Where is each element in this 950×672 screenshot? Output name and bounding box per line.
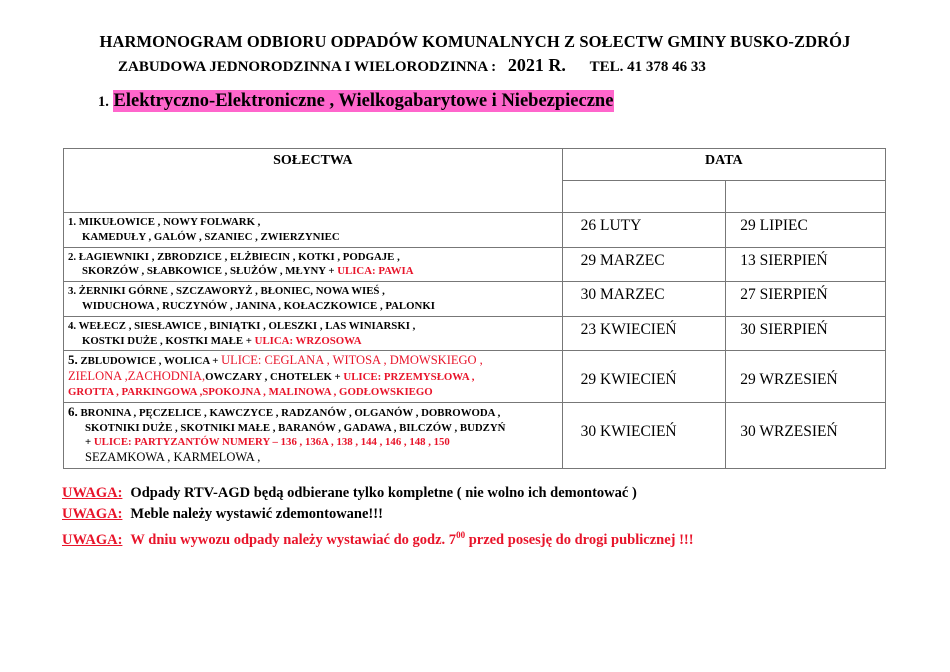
villages-cell: [64, 247, 563, 282]
section-title: Elektryczno-Elektroniczne , Wielkogabarytowe i Niebezpieczne: [113, 91, 614, 111]
empty-date-header-1: [562, 181, 726, 213]
schedule-table: [63, 148, 886, 469]
villages-line: 3. ŻERNIKI GÓRNE , SZCZAWORYŻ , BŁONIEC, NOWA WIEŚ ,: [68, 285, 385, 298]
note-text: przed posesję do drogi publicznej !!!: [465, 531, 694, 548]
table-row: [64, 213, 886, 248]
streets-red: ULICA: PAWIA: [337, 265, 414, 278]
streets-red: ULICA: WRZOSOWA: [254, 334, 362, 347]
villages-line: WIDUCHOWA , RUCZYNÓW , JANINA , KOŁACZKOWICE , PALONKI: [82, 299, 435, 312]
date-second: 30 WRZESIEŃ: [726, 402, 886, 468]
note-text: Odpady RTV-AGD będą odbierane tylko kompletne ( nie wolno ich demontować ): [130, 485, 637, 501]
date-second: 27 SIERPIEŃ: [726, 282, 886, 317]
date-second: 29 LIPIEC: [726, 213, 886, 248]
streets-red: GROTTA , PARKINGOWA ,SPOKOJNA , MALINOWA , GODŁOWSKIEGO: [68, 385, 433, 398]
building-type-label: ZABUDOWA JEDNORODZINNA I WIELORODZINNA :: [118, 59, 497, 75]
villages-line: ZBLUDOWICE , WOLICA +: [80, 355, 219, 368]
villages-line: 2. ŁAGIEWNIKI , ZBRODZICE , ELŻBIECIN , KOTKI , PODGAJE ,: [68, 250, 400, 263]
date-first: 30 MARZEC: [562, 282, 726, 317]
note-2: [62, 504, 694, 525]
note-text: W dniu wywozu odpady należy wystawiać do godz. 7: [130, 531, 457, 548]
table-row: [64, 402, 886, 468]
date-first: 23 KWIECIEŃ: [562, 316, 726, 351]
villages-line: BRONINA , PĘCZELICE , KAWCZYCE , RADZANÓW , OLGANÓW , DOBROWODA ,: [80, 406, 501, 419]
phone-number: TEL. 41 378 46 33: [589, 59, 706, 75]
villages-cell: [64, 213, 563, 248]
villages-line: SKOTNIKI DUŻE , SKOTNIKI MAŁE , BARANÓW , GADAWA , BILCZÓW , BUDZYŃ: [85, 421, 506, 434]
table-row: [64, 282, 886, 317]
date-second: 13 SIERPIEŃ: [726, 247, 886, 282]
villages-line: 1. MIKUŁOWICE , NOWY FOLWARK ,: [68, 216, 261, 228]
notes: [62, 483, 694, 551]
villages-cell: [64, 316, 563, 351]
villages-line: KAMEDUŁY , GALÓW , SZANIEC , ZWIERZYNIEC: [82, 230, 340, 243]
note-label: UWAGA:: [62, 506, 123, 522]
header-solectwa: SOŁECTWA: [64, 149, 563, 213]
table-row: [64, 316, 886, 351]
villages-cell: [64, 282, 563, 317]
plus-sign: +: [85, 436, 92, 449]
document-subtitle: [118, 55, 706, 76]
streets-red: ULICE: PARTYZANTÓW NUMERY – 136 , 136A , 138 , 144 , 146 , 148 , 150: [93, 436, 450, 449]
streets-red: ULICE: PRZEMYSŁOWA ,: [343, 371, 475, 384]
note-3: [62, 525, 694, 551]
date-second: 29 WRZESIEŃ: [726, 351, 886, 402]
note-1: [62, 483, 694, 504]
section-heading: [98, 91, 614, 112]
date-first: 29 KWIECIEŃ: [562, 351, 726, 402]
note-superscript: 00: [456, 530, 466, 540]
year: 2021 R.: [507, 55, 566, 75]
document-title: HARMONOGRAM ODBIORU ODPADÓW KOMUNALNYCH Z SOŁECTW GMINY BUSKO-ZDRÓJ: [99, 32, 851, 51]
date-first: 29 MARZEC: [562, 247, 726, 282]
row-number: 5.: [68, 352, 78, 368]
villages-line: 4. WEŁECZ , SIESŁAWICE , BINIĄTKI , OLESZKI , LAS WINIARSKI ,: [68, 319, 416, 332]
villages-line: OWCZARY , CHOTELEK +: [205, 371, 341, 384]
row-number: 6.: [68, 403, 78, 419]
section-number: 1.: [98, 94, 109, 110]
streets-red: ZIELONA ,ZACHODNIA,: [68, 369, 206, 384]
note-label: UWAGA:: [62, 485, 123, 501]
date-second: 30 SIERPIEŃ: [726, 316, 886, 351]
date-first: 26 LUTY: [562, 213, 726, 248]
table-row: [64, 351, 886, 402]
streets-line: SEZAMKOWA , KARMELOWA ,: [85, 450, 261, 465]
note-text: Meble należy wystawić zdemontowane!!!: [130, 506, 383, 522]
streets-red: ULICE: CEGLANA , WITOSA , DMOWSKIEGO ,: [221, 353, 483, 368]
note-label: UWAGA:: [62, 531, 123, 548]
villages-line: KOSTKI DUŻE , KOSTKI MAŁE +: [82, 334, 252, 347]
villages-line: SKORZÓW , SŁABKOWICE , SŁUŻÓW , MŁYNY +: [82, 265, 335, 278]
villages-cell: [64, 402, 563, 468]
header-data: DATA: [562, 149, 885, 181]
table-row: [64, 247, 886, 282]
villages-cell: [64, 351, 563, 402]
date-first: 30 KWIECIEŃ: [562, 402, 726, 468]
empty-date-header-2: [726, 181, 886, 213]
